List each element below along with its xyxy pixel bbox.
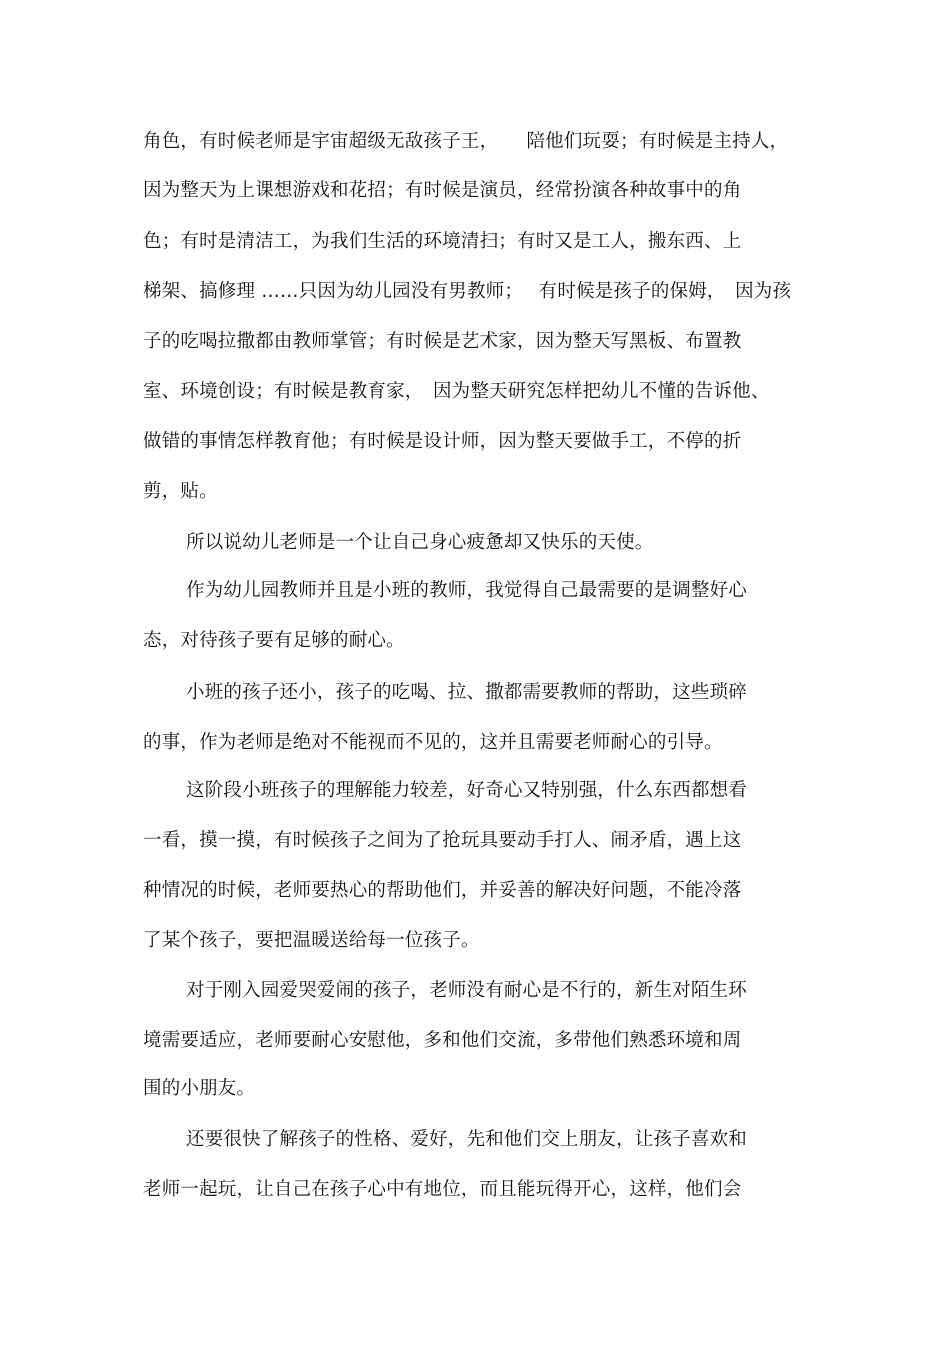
text-line: 老师一起玩，让自己在孩子心中有地位，而且能玩得开心，这样，他们会: [143, 1179, 742, 1200]
text-line: 态，对待孩子要有足够的耐心。: [143, 630, 405, 651]
paragraph-first-line: 作为幼儿园教师并且是小班的教师，我觉得自己最需要的是调整好心: [186, 580, 748, 601]
paragraph-first-line: 对于刚入园爱哭爱闹的孩子，老师没有耐心是不行的，新生对陌生环: [186, 980, 748, 1001]
text-line: 梯架、搞修理 ……只因为幼儿园没有男教师； 有时候是孩子的保姆， 因为孩: [143, 281, 792, 302]
text-line: 子的吃喝拉撒都由教师掌管；有时候是艺术家，因为整天写黑板、布置教: [143, 331, 742, 352]
text-line: 的事，作为老师是绝对不能视而不见的，这并且需要老师耐心的引导。: [143, 732, 723, 753]
text-line: 室、环境创设；有时候是教育家， 因为整天研究怎样把幼儿不懂的告诉他、: [143, 381, 770, 402]
paragraph-first-line: 所以说幼儿老师是一个让自己身心疲惫却又快乐的天使。: [186, 532, 654, 553]
text-line: 围的小朋友。: [143, 1078, 256, 1099]
text-line: 境需要适应，老师要耐心安慰他，多和他们交流，多带他们熟悉环境和周: [143, 1030, 742, 1051]
text-line: 种情况的时候，老师要热心的帮助他们，并妥善的解决好问题，不能冷落: [143, 880, 742, 901]
text-line: 色；有时是清洁工，为我们生活的环境清扫；有时又是工人，搬东西、上: [143, 231, 742, 252]
text-line: 剪，贴。: [143, 481, 218, 502]
paragraph-first-line: 这阶段小班孩子的理解能力较差，好奇心又特别强，什么东西都想看: [186, 780, 748, 801]
text-line: 角色，有时候老师是宇宙超级无敌孩子王， 陪他们玩耍；有时候是主持人，: [143, 131, 789, 152]
text-line: 因为整天为上课想游戏和花招；有时候是演员，经常扮演各种故事中的角: [143, 180, 742, 201]
paragraph-first-line: 小班的孩子还小，孩子的吃喝、拉、撒都需要教师的帮助，这些琐碎: [186, 682, 748, 703]
text-line: 了某个孩子，要把温暖送给每一位孩子。: [143, 930, 480, 951]
text-line: 做错的事情怎样教育他；有时候是设计师，因为整天要做手工，不停的折: [143, 431, 742, 452]
text-line: 一看，摸一摸，有时候孩子之间为了抢玩具要动手打人、闹矛盾，遇上这: [143, 830, 742, 851]
paragraph-first-line: 还要很快了解孩子的性格、爱好，先和他们交上朋友，让孩子喜欢和: [186, 1129, 748, 1150]
